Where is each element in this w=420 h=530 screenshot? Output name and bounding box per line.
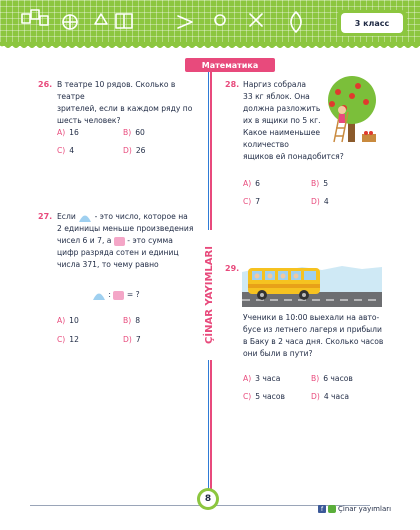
q26-line: шесть человек? [57, 116, 121, 125]
leaf-icon [291, 12, 301, 32]
q27-option-a[interactable]: A) 10 [57, 316, 79, 325]
q27-text: Если - это число, которое на 2 единицы меньше произведения чисел 6 и 7, а - это сумма цифр разряда сотен и единиц числа 371, то чему равно [57, 212, 194, 269]
class-label: 3 класс [341, 13, 403, 33]
blue-triangle-shape [78, 212, 92, 223]
q28-number: 28. [225, 80, 240, 89]
footer-brand-text: Çinar yayımları [338, 505, 392, 513]
apple-tree-illustration [318, 72, 386, 144]
q26-option-d[interactable]: D) 26 [123, 146, 146, 155]
facebook-icon: f [318, 505, 326, 513]
abc-block-icon [22, 14, 30, 23]
subject-tab: Математика [185, 58, 275, 72]
q29-number: 29. [225, 264, 240, 273]
page-number-badge [197, 488, 219, 510]
q28-text: Наргиз собрала 33 кг яблок. Она должна разложить их в ящики по 5 кг. Какое наименьшее количество ящиков ей понадобится? [243, 80, 344, 161]
q26-line: В театре 10 рядов. Сколько в театре [57, 80, 176, 101]
triangle-ruler-icon [95, 14, 107, 24]
q27-expression: : = ? [92, 289, 140, 301]
pink-square-shape [113, 291, 124, 300]
sparkle-icon [215, 15, 225, 25]
q29-option-c[interactable]: C) 5 часов [243, 392, 285, 401]
header-doodles [0, 0, 330, 46]
footer-brand [318, 505, 391, 513]
q27-number: 27. [38, 212, 53, 221]
q29-option-d[interactable]: D) 4 часа [311, 392, 350, 401]
q26-option-a[interactable]: A) 16 [57, 128, 79, 137]
q26-text [57, 79, 202, 127]
q29-option-b[interactable]: B) 6 часов [311, 374, 353, 383]
q29-text: Ученики в 10:00 выехали на авто- бусе из летнего лагеря и прибыли в Баку в 2 часа дня. Сколько часов они были в пути? [243, 313, 384, 358]
q29-option-a[interactable]: A) 3 часа [243, 374, 281, 383]
q27-option-c[interactable]: C) 12 [57, 335, 79, 344]
blue-triangle-shape [92, 290, 106, 301]
brand-vertical-text: ÇİNAR YAYIMLARI [204, 246, 215, 344]
page-number: 8 [200, 491, 216, 507]
q26-option-b[interactable]: B) 60 [123, 128, 145, 137]
q26-line: зрителей, если в каждом ряду по [57, 104, 193, 113]
q26-number: 26. [38, 80, 53, 89]
q26-option-c[interactable]: C) 4 [57, 146, 75, 155]
pink-square-shape [114, 237, 125, 246]
q28-option-a[interactable]: A) 6 [243, 179, 261, 188]
q27-option-d[interactable]: D) 7 [123, 335, 141, 344]
pencil-icon [178, 16, 192, 28]
scissors-icon [250, 14, 262, 26]
instagram-icon [328, 505, 336, 513]
class-badge [337, 10, 407, 36]
q27-line: Если [57, 212, 76, 221]
q28-option-d[interactable]: D) 4 [311, 197, 329, 206]
school-bus-illustration [242, 262, 382, 307]
book-icon [116, 14, 132, 28]
q28-option-c[interactable]: C) 7 [243, 197, 261, 206]
q27-option-b[interactable]: B) 8 [123, 316, 141, 325]
q28-option-b[interactable]: B) 5 [311, 179, 329, 188]
